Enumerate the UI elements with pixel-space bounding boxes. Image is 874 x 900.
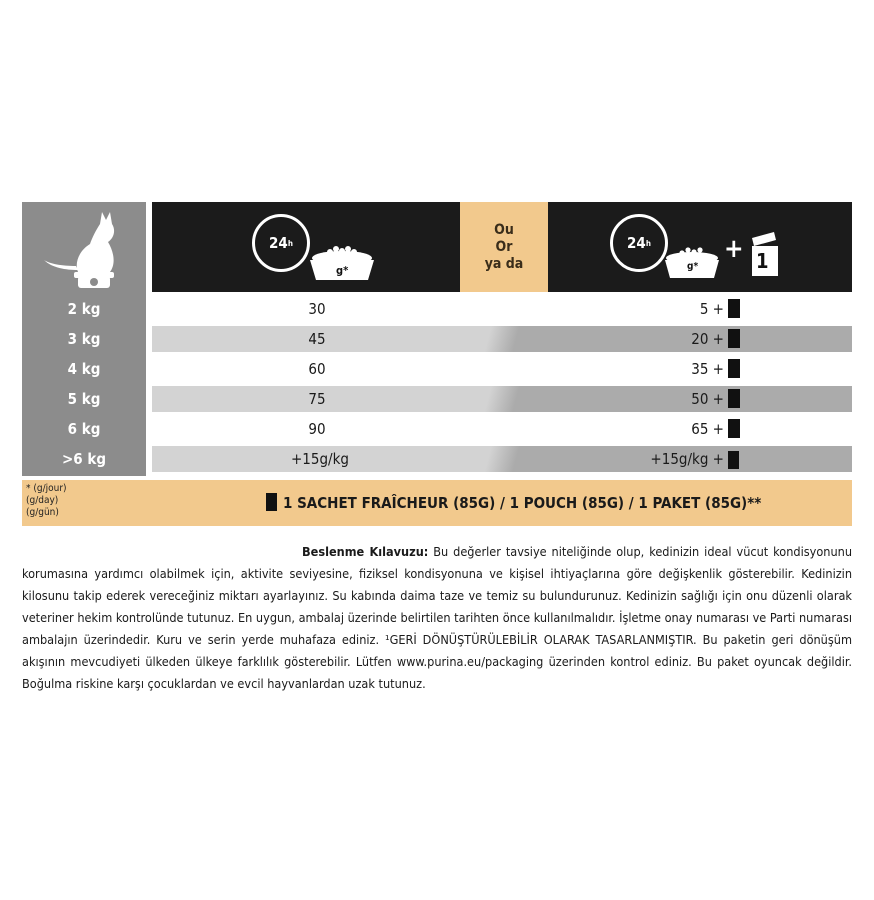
bowl-unit-label: g* [687,261,699,272]
unit-note: * (g/jour) (g/day) (g/gün) [26,483,67,518]
table-row: 5 kg 75 50 + [152,386,852,412]
pouch-icon [728,389,740,408]
or-column-header: Ou Or ya da [460,202,548,292]
feeding-table [22,202,852,526]
pouch-icon [266,493,277,511]
clock-24h-icon: 24 h [252,214,310,272]
footer-band [22,480,852,526]
pouch-icon [728,359,740,378]
feeding-guide-text [22,541,852,695]
table-row: 6 kg 90 65 + [152,416,852,442]
guide-body: Bu değerler tavsiye niteliğinde olup, kedinizin ideal vücut kondisyonunu korumasına yardımcı olabilmek için, aktivite seviyesine, fiziksel kondisyonuna ve kişisel ihtiyaçlarına göre değişkenlik gösterebilir. Kedinizin kilosunu takip ederek vereceğiniz miktarı ayarlayınız. Su kabında daima taze ve temiz su bulundurunuz. Kedinizin sağlığı için onu düzenli olarak veteriner hekim kontrolünde tutunuz. En uygun, ambalaj üzerinde belirtilen tarihten önce kullanılmalıdır. İşletme onay numarası ve Parti numarası ambalajın üzerindedir. Kuru ve serin yerde muhafaza ediniz. ¹GERİ DÖNÜŞTÜRÜLEBİLİR OLARAK TASARLANMIŞTIR. Bu paketin geri dönüşüm akışının mevcudiyeti ülkeden ülkeye farklılık gösterebilir. Lütfen www.purina.eu/packaging üzerinden kontrol ediniz. Bu paket oyuncak değildir. Boğulma riskine karşı çocuklardan ve evcil hayvanlardan uzak tutunuz. [22,544,853,691]
plus-sign: + [724,234,744,264]
pouch-icon [728,329,740,348]
clock-24h-icon: 24 h [610,214,668,272]
pouch-icon [728,299,740,318]
serving-note: 1 SACHET FRAÎCHEUR (85G) / 1 POUCH (85G) / 1 PAKET (85G)** [266,493,761,512]
pouch-icon [728,419,740,438]
mixed-food-header [548,202,852,292]
pouch-icon [728,451,739,469]
bowl-unit-label: g* [336,264,349,277]
cat-on-scale-icon [40,208,132,288]
table-row: 3 kg 45 20 + [152,326,852,352]
dry-food-header [152,202,460,292]
table-row: 2 kg 30 5 + [152,296,852,322]
table-row: >6 kg +15g/kg +15g/kg + [152,446,852,472]
pouch-count: 1 [756,249,769,273]
table-row: 4 kg 60 35 + [152,356,852,382]
guide-title: Beslenme Kılavuzu: [302,544,429,559]
